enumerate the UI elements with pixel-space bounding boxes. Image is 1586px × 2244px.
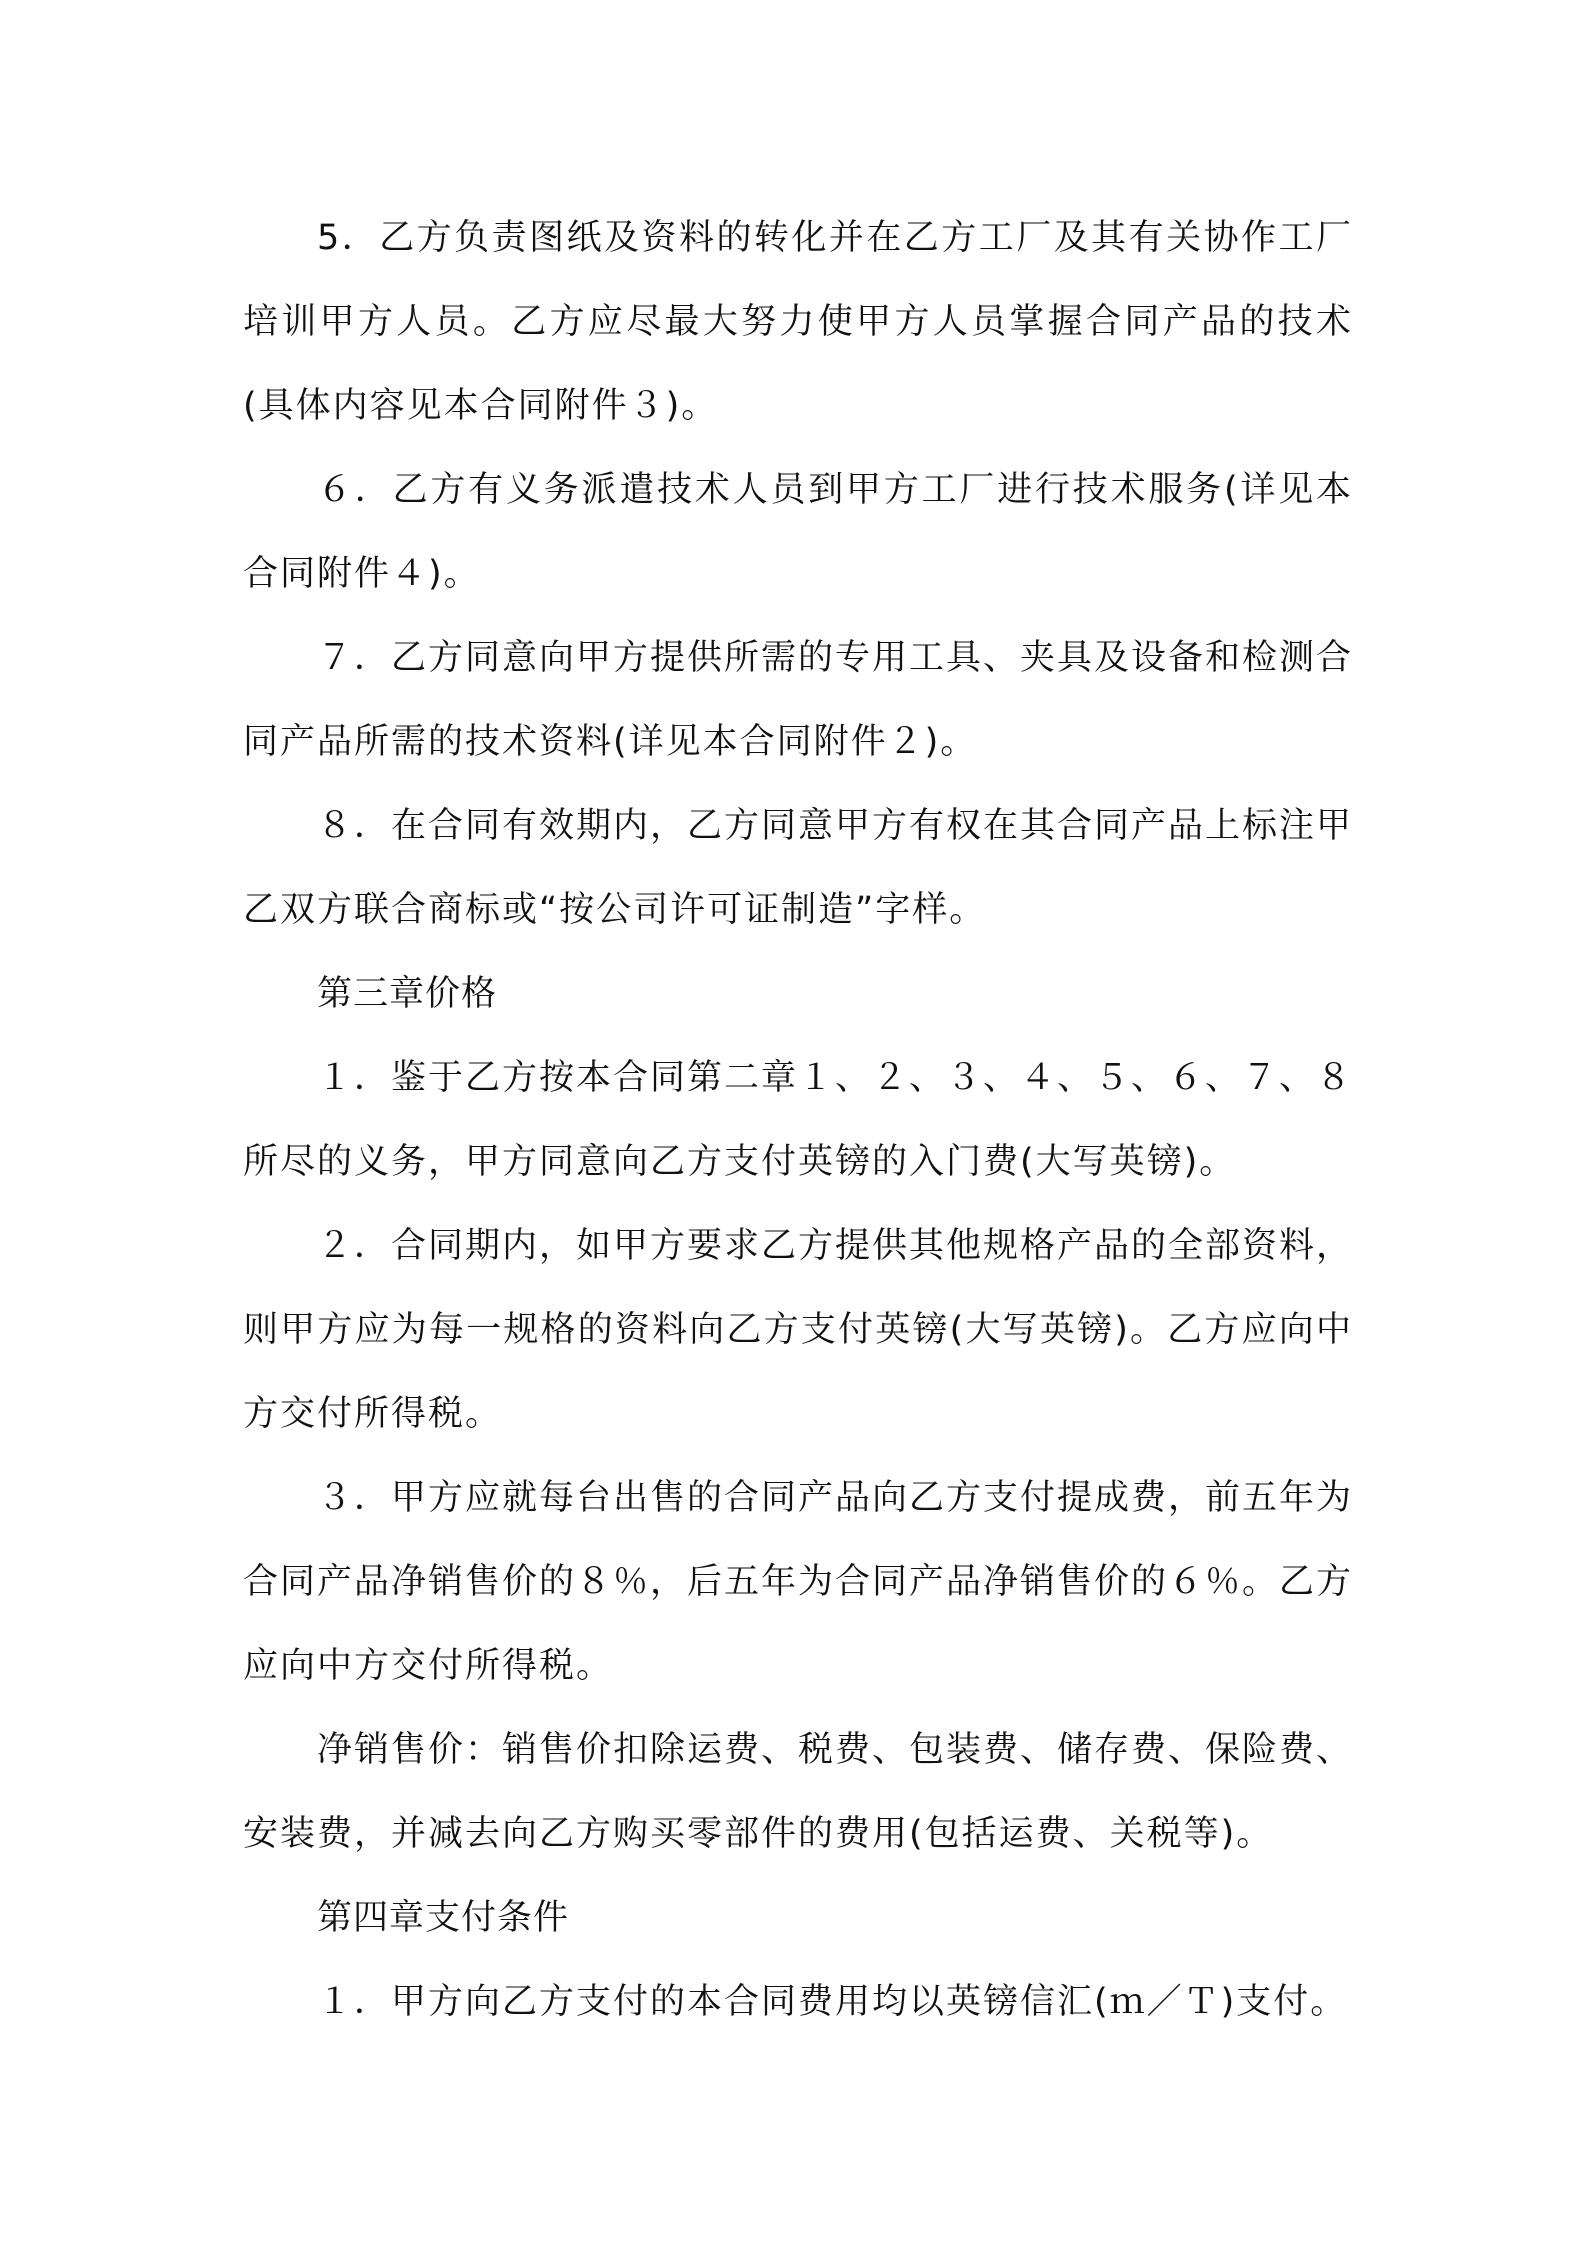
chapter-3-clause-3: ３．甲方应就每台出售的合同产品向乙方支付提成费，前五年为合同产品净销售价的８％，后五年为合同产品净销售价的６％。乙方应向中方交付所得税。 <box>243 1478 1354 1686</box>
chapter-3-title: 第三章价格 <box>317 974 498 1014</box>
net-sales-price-definition: 净销售价：销售价扣除运费、税费、包装费、储存费、保险费、安装费，并减去向乙方购买零部件的费用(包括运费、关税等)。 <box>243 1730 1354 1854</box>
chapter-4-clause-1: １．甲方向乙方支付的本合同费用均以英镑信汇(ｍ／Ｔ)支付。 <box>317 1982 1348 2022</box>
document-body <box>243 196 1353 2044</box>
chapter-4-title: 第四章支付条件 <box>317 1898 570 1938</box>
chapter-3-clause-2: ２．合同期内，如甲方要求乙方提供其他规格产品的全部资料，则甲方应为每一规格的资料向乙方支付英镑(大写英镑)。乙方应向中方交付所得税。 <box>243 1226 1354 1434</box>
clause-5: 5．乙方负责图纸及资料的转化并在乙方工厂及其有关协作工厂培训甲方人员。乙方应尽最大努力使甲方人员掌握合同产品的技术(具体内容见本合同附件３)。 <box>243 218 1353 426</box>
chapter-3-clause-1: １．鉴于乙方按本合同第二章１、２、３、４、５、６、７、８所尽的义务，甲方同意向乙方支付英镑的入门费(大写英镑)。 <box>243 1058 1354 1182</box>
clause-7: ７．乙方同意向甲方提供所需的专用工具、夹具及设备和检测合同产品所需的技术资料(详见本合同附件２)。 <box>243 638 1354 762</box>
clause-6: ６．乙方有义务派遣技术人员到甲方工厂进行技术服务(详见本合同附件４)。 <box>243 470 1353 594</box>
clause-8: ８．在合同有效期内，乙方同意甲方有权在其合同产品上标注甲乙双方联合商标或“按公司许可证制造”字样。 <box>243 806 1354 930</box>
